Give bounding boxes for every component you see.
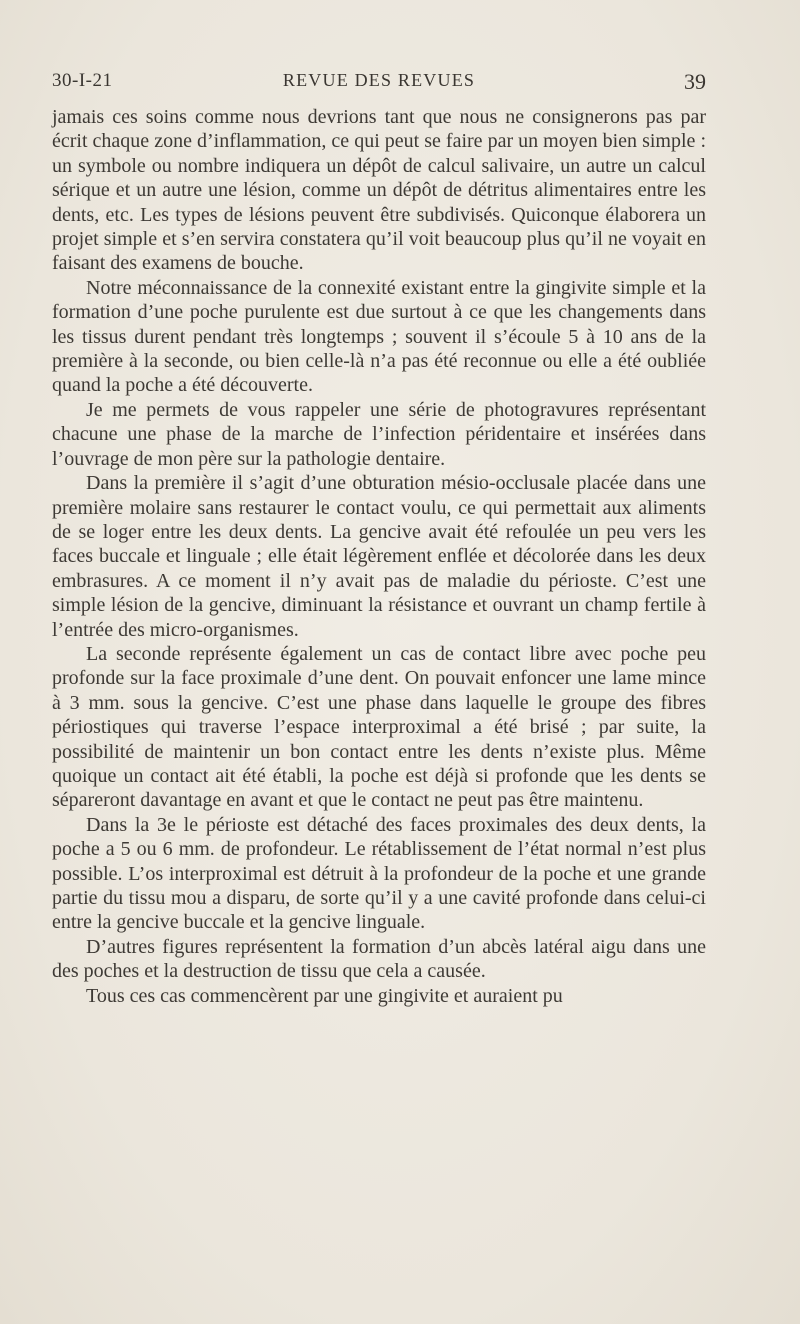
paragraph-1: jamais ces soins comme nous devrions tant que nous ne consignerons pas par écrit chaque zone d’inflammation, ce qui peut se faire par un moyen bien simple : un symbole ou nombre indiquera un dépôt de calcul salivaire, un autre un calcul sérique et un autre une lésion, comme un dépôt de détritus alimentaires entre les dents, etc. Les types de lésions peuvent être subdivisés. Quiconque élaborera un projet simple et s’en servira constatera qu’il voit beaucoup plus qu’il ne voyait en faisant des examens de bouche. — [52, 106, 706, 275]
page-number: 39 — [684, 69, 706, 94]
paragraph-3: Je me permets de vous rappeler une série de photogravures représentant chacune une phase de la marche de l’infection péridentaire et insérées dans l’ouvrage de mon père sur la pathologie dentaire. — [52, 398, 706, 470]
paragraph-2: Notre méconnaissance de la connexité existant entre la gingivite simple et la formation d’une poche purulente est due surtout à ce que les changements dans les tissus durent pendant très longtemps ; souvent il s’écoule 5 à 10 ans de la première à la seconde, ou bien celle-là n’a pas été reconnue ou elle a été oubliée quand la poche a été découverte. — [52, 276, 706, 397]
paragraph-7: D’autres figures représentent la formation d’un abcès latéral aigu dans une des poches et la destruction de tissu que cela a causée. — [52, 935, 706, 983]
header-date: 30-I-21 — [52, 70, 113, 91]
header-title: REVUE DES REVUES — [282, 70, 476, 90]
paragraph-5: La seconde représente également un cas de contact libre avec poche peu profonde sur la face proximale d’une dent. On pouvait enfoncer une lame mince à 3 mm. sous la gencive. C’est une phase dans laquelle le groupe des fibres périostiques qui traverse l’espace interproximal a été brisé ; par suite, la possibilité de maintenir un bon contact entre les dents n’existe plus. Même quoique un contact ait été établi, la poche est déjà si profonde que les dents se sépareront davantage en avant et que le contact ne peut pas être maintenu. — [52, 642, 706, 812]
paragraph-4: Dans la première il s’agit d’une obturation mésio-occlusale placée dans une première molaire sans restaurer le contact voulu, ce qui permettait aux aliments de se loger entre les deux dents. La gencive avait été refoulée un peu vers les faces buccale et linguale ; elle était légèrement enflée et décolorée dans les deux embrasures. A ce moment il n’y avait pas de maladie du périoste. C’est une simple lésion de la gencive, diminuant la résistance et ouvrant un champ fertile à l’entrée des micro-organismes. — [52, 472, 706, 641]
running-header — [52, 70, 706, 96]
paragraph-8: Tous ces cas commencèrent par une gingivite et auraient pu — [86, 984, 563, 1007]
article-body — [52, 105, 706, 1008]
paragraph-6: Dans la 3e le périoste est détaché des faces proximales des deux dents, la poche a 5 ou 6 mm. de profondeur. Le rétablissement de l’état normal n’est plus possible. L’os interproximal est détruit à la profondeur de la poche et une grande partie du tissu mou a disparu, de sorte qu’il y a une cavité profonde dans celui-ci entre la gencive buccale et la gencive linguale. — [52, 813, 706, 934]
